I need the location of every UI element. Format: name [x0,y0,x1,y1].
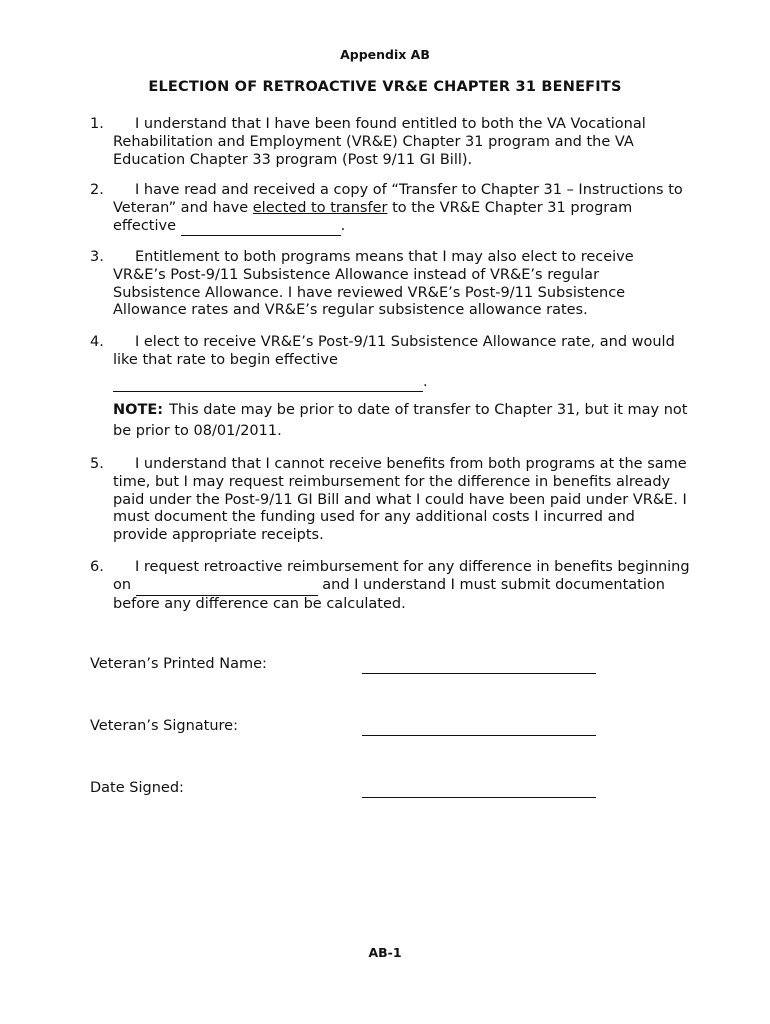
item-text: I understand that I cannot receive benefits from both programs at the same time, but I may request reimbursement for the difference in benefits already paid under the Post-9/11 GI Bill and what I could have been paid under VR&E. I must document the funding used for any additional costs I incurred and provide appropriate receipts. [113,456,687,544]
reimbursement-start-blank[interactable] [136,577,318,596]
item-text [113,182,690,236]
note-block [113,400,693,442]
underlined-phrase: elected to transfer [252,199,388,216]
printed-name-label: Veteran’s Printed Name: [90,656,267,672]
item-text-part: to the VR&E Chapter 31 program effective [113,199,633,234]
note-label: NOTE: [113,402,164,418]
item-text-part: I request retroactive reimbursement for any difference in benefits beginning on [113,559,690,593]
list-item-1 [90,116,690,169]
date-signed-label: Date Signed: [90,780,184,796]
note-text: This date may be prior to date of transfer to Chapter 31, but it may not be prior to 08/01/2011. [113,402,688,439]
list-item-2 [90,182,690,236]
item-text-end: . [340,217,346,234]
item-number: 1. [90,116,104,132]
item-text-part: I have read and received a copy of “Transfer to Chapter 31 – Instructions to Veteran” and have [113,182,683,216]
effective-date-blank[interactable] [181,218,341,237]
item-number: 5. [90,456,104,472]
list-item-4 [90,334,690,392]
item-text: I elect to receive VR&E’s Post-9/11 Subsistence Allowance rate, and would like that rate to begin effective [113,334,675,368]
appendix-label: Appendix AB [340,47,430,62]
item-number: 4. [90,334,104,350]
item-text-end: . [423,373,428,390]
page-number: AB-1 [368,945,402,960]
rate-effective-date-blank[interactable] [113,374,423,393]
item-text: I understand that I have been found entitled to both the VA Vocational Rehabilitation and Employment (VR&E) Chapter 31 program and the VA Education Chapter 33 program (Post 9/11 GI Bill). [113,116,646,168]
item-text [113,559,690,613]
document-title: ELECTION OF RETROACTIVE VR&E CHAPTER 31 BENEFITS [148,79,622,95]
item-text: Entitlement to both programs means that I may also elect to receive VR&E’s Post-9/11 Subsistence Allowance instead of VR&E’s regular Subsistence Allowance. I have reviewed VR&E’s Post-9/11 Subsistence Allowance rates and VR&E’s regular subsistence allowance rates. [113,249,634,319]
signature-line[interactable] [362,734,596,736]
list-item-3 [90,249,690,320]
printed-name-line[interactable] [362,672,596,674]
list-item-5 [90,456,690,545]
item-number: 6. [90,559,104,575]
item-number: 3. [90,249,104,265]
list-item-6 [90,559,690,613]
item-text-part: and I understand I must submit documentation before any difference can be calculated. [113,576,665,612]
rate-date-row [113,374,690,392]
signature-label: Veteran’s Signature: [90,718,238,734]
date-signed-line[interactable] [362,796,596,798]
item-number: 2. [90,182,104,198]
